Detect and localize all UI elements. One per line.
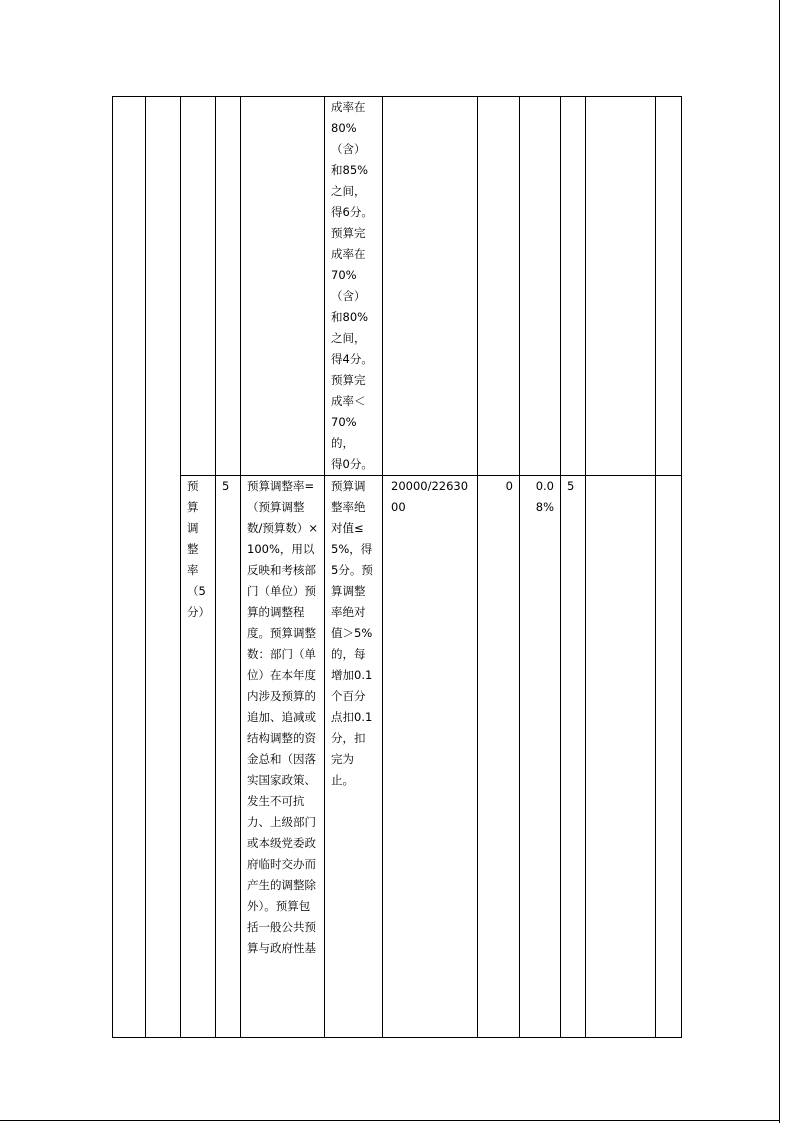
value-b-cell xyxy=(520,97,561,476)
remark-cell xyxy=(586,97,656,476)
extra-cell xyxy=(656,97,682,476)
calculation-cell xyxy=(383,97,478,476)
remark-cell xyxy=(586,476,656,1038)
score-cell: 5 xyxy=(561,476,586,1038)
level2-indicator-cell xyxy=(146,97,181,1038)
level1-indicator-cell xyxy=(113,97,146,1038)
scoring-standard-cell: 成率在 80% （含） 和85% 之间， 得6分。 预算完 成率在 70% （含） 和80% 之间， 得4分。 预算完 成率＜ 70%的， 得0分。 xyxy=(325,97,383,476)
value-b-cell: 0.08% xyxy=(520,476,561,1038)
table-row-budget-adjustment xyxy=(113,476,682,1038)
calculation-cell: 20000/2263000 xyxy=(383,476,478,1038)
level3-indicator-cell xyxy=(181,97,216,476)
scoring-standard-cell: 预算调整率绝对值≤5%，得5分。预算调整率绝对值＞5%的，每增加0.1个百分点扣0.1分，扣完为止。 xyxy=(325,476,383,1038)
definition-cell: 预算调整率=（预算调整数/预算数）×100%，用以反映和考核部门（单位）预算的调整程度。预算调整数：部门（单位）在本年度内涉及预算的追加、追减或结构调整的资金总和（因落实国家政策、发生不可抗力、上级部门或本级党委政府临时交办而产生的调整除外）。预算包括一般公共预算与政府性基 xyxy=(241,476,325,1038)
table-row-continued xyxy=(113,97,682,476)
value-a-cell: 0 xyxy=(478,476,520,1038)
score-cell xyxy=(561,97,586,476)
weight-cell xyxy=(216,97,241,476)
weight-cell: 5 xyxy=(216,476,241,1038)
extra-cell xyxy=(656,476,682,1038)
indicator-name-cell: 预 算 调 整 率 （5 分） xyxy=(181,476,216,1038)
page-right-edge xyxy=(779,0,780,1123)
definition-cell xyxy=(241,97,325,476)
performance-evaluation-table xyxy=(112,96,682,1038)
value-a-cell xyxy=(478,97,520,476)
page-bottom-edge xyxy=(0,1120,780,1121)
